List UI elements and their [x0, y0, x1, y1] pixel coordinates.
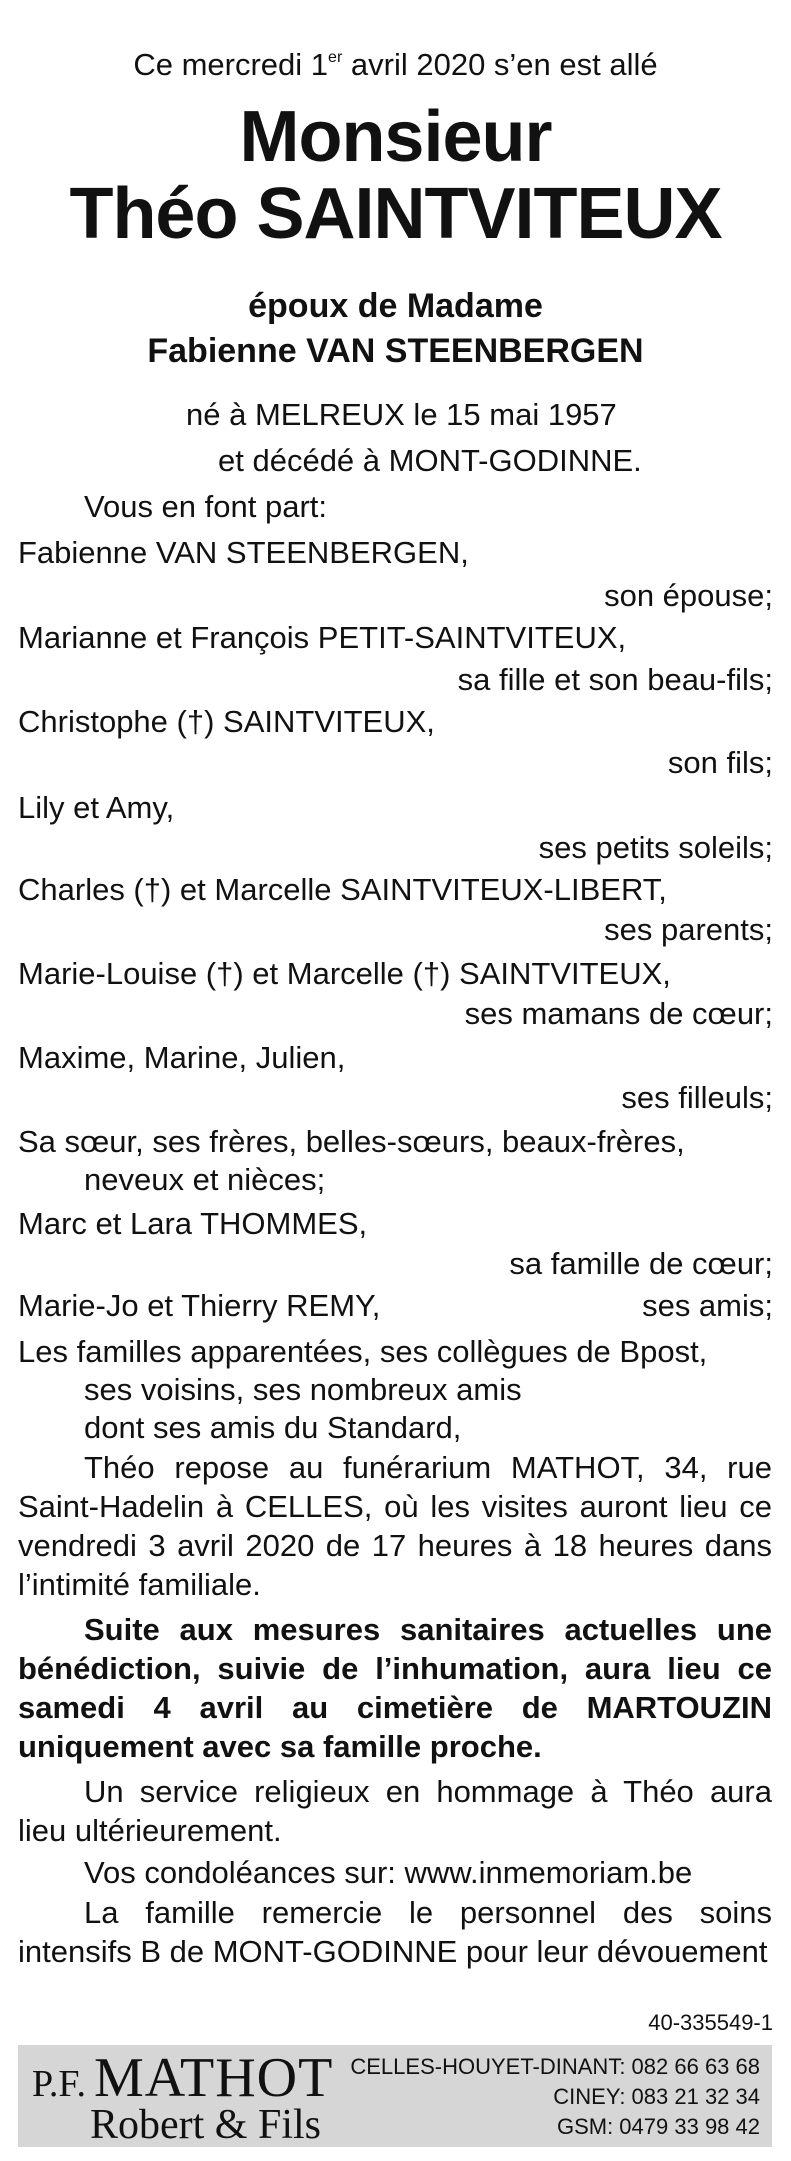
family-member-relation: ses filleuls;	[621, 1080, 773, 1115]
family-member-name: Marie-Louise (†) et Marcelle (†) SAINTVITEUX,	[18, 956, 671, 991]
sanitary-paragraph: Suite aux mesures sanitaires actuelles une bénédiction, suivie de l’inhumation, aura lieu ce samedi 4 avril au cimetière de MARTOUZIN uniquement avec sa famille proche.	[18, 1612, 772, 1764]
family-member-relation: dont ses amis du Standard,	[84, 1410, 462, 1445]
condolences-paragraph: Vos condoléances sur: www.inmemoriam.be	[84, 1855, 693, 1890]
title-monsieur: Monsieur	[239, 97, 552, 177]
family-member-relation: son fils;	[667, 745, 773, 780]
family-member-name: Marie-Jo et Thierry REMY,	[18, 1288, 381, 1323]
company-name: MATHOT	[94, 2047, 334, 2109]
intro-text-end: avril 2020 s’en est allé	[342, 47, 658, 82]
deceased-name: Théo SAINTVITEUX	[69, 174, 722, 254]
family-member-name: Marianne et François PETIT-SAINTVITEUX,	[18, 620, 627, 655]
reference-number: 40-335549-1	[648, 2010, 773, 2035]
family-member-relation: ses mamans de cœur;	[464, 996, 773, 1031]
family-member-relation: ses amis;	[642, 1288, 773, 1323]
family-member-relation: ses petits soleils;	[538, 830, 773, 865]
death-line: et décédé à MONT-GODINNE.	[218, 443, 642, 478]
pf-label: P.F.	[32, 2063, 87, 2105]
family-member-relation: sa famille de cœur;	[509, 1246, 773, 1281]
company-subname: Robert & Fils	[90, 2102, 322, 2148]
thanks-paragraph: La famille remercie le personnel des soins intensifs B de MONT-GODINNE pour leur dévouement	[18, 1895, 772, 1969]
spouse-line-2: Fabienne VAN STEENBERGEN	[147, 332, 644, 370]
family-member-name: Marc et Lara THOMMES,	[18, 1206, 368, 1241]
intro-text: Ce mercredi 1	[133, 47, 329, 82]
family-member-relation: neveux et nièces;	[84, 1162, 326, 1197]
intro-superscript: er	[328, 49, 343, 66]
repose-paragraph: Théo repose au funérarium MATHOT, 34, rue Saint-Hadelin à CELLES, où les visites auront lieu ce vendredi 3 avril 2020 de 17 heures à 18 heures dans l’intimité familiale.	[18, 1450, 772, 1602]
birth-line: né à MELREUX le 15 mai 1957	[186, 397, 617, 432]
family-member-relation: sa fille et son beau-fils;	[457, 662, 773, 697]
intro-line	[0, 38, 791, 85]
contact-phone: CELLES-HOUYET-DINANT: 082 66 63 68	[350, 2054, 760, 2079]
family-member-relation: ses voisins, ses nombreux amis	[84, 1372, 522, 1407]
family-member-name: Fabienne VAN STEENBERGEN,	[18, 535, 469, 570]
family-member-name: Christophe (†) SAINTVITEUX,	[18, 704, 435, 739]
contact-phone: CINEY: 083 21 32 34	[553, 2084, 760, 2109]
family-member-relation: ses parents;	[604, 912, 773, 947]
family-member-name: Les familles apparentées, ses collègues de Bpost,	[18, 1334, 708, 1369]
family-member-relation: son épouse;	[604, 578, 773, 613]
service-paragraph: Un service religieux en hommage à Théo aura lieu ultérieurement.	[18, 1774, 772, 1848]
lead-line: Vous en font part:	[84, 489, 328, 524]
contact-phone: GSM: 0479 33 98 42	[556, 2114, 760, 2139]
family-member-name: Maxime, Marine, Julien,	[18, 1040, 346, 1075]
funeral-home-banner	[18, 2045, 772, 2147]
family-member-name: Sa sœur, ses frères, belles-sœurs, beaux-frères,	[18, 1124, 685, 1159]
family-member-name: Charles (†) et Marcelle SAINTVITEUX-LIBERT,	[18, 872, 667, 907]
family-member-name: Lily et Amy,	[18, 790, 175, 825]
spouse-line-1: époux de Madame	[248, 287, 543, 325]
